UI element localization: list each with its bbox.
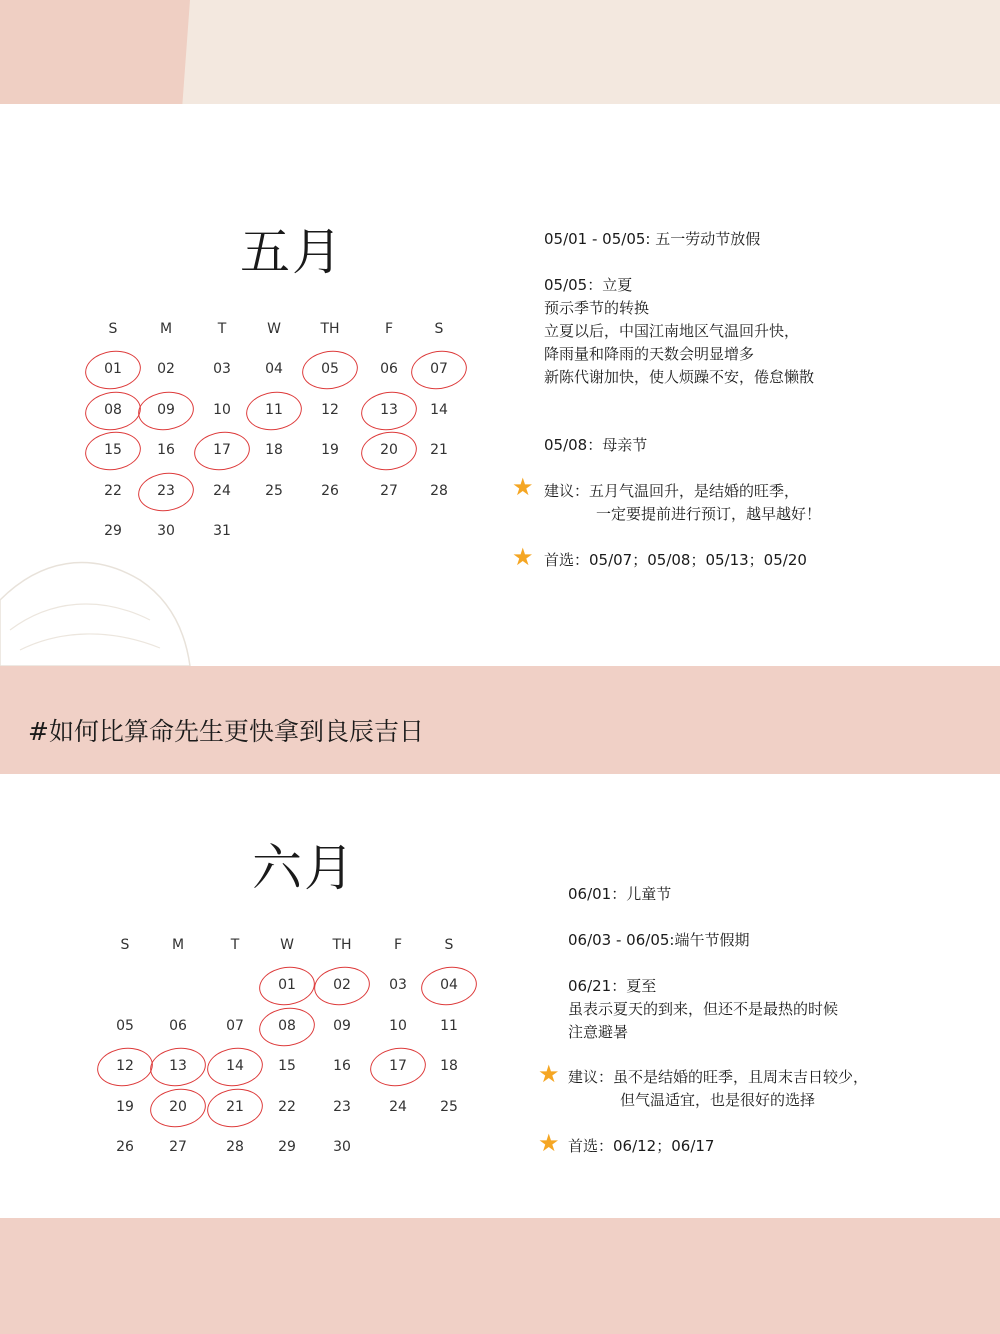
top-band: [0, 0, 1000, 104]
calendar-day: 31: [213, 523, 231, 539]
calendar-day: 12: [116, 1058, 134, 1074]
star-icon: ★: [512, 473, 534, 501]
calendar-day: 23: [157, 482, 175, 499]
may-advice-line1: 建议：五月气温回升，是结婚的旺季，: [544, 482, 800, 500]
calendar-day: 18: [440, 1058, 458, 1074]
calendar-day: 22: [278, 1098, 296, 1115]
calendar-day: 06: [169, 1017, 187, 1034]
calendar-day: 21: [226, 1098, 244, 1115]
calendar-day: 17: [389, 1058, 407, 1074]
calendar-day: 30: [157, 523, 175, 539]
calendar-day: 25: [265, 482, 283, 499]
may-advice: [544, 480, 821, 526]
june-holiday: [568, 929, 749, 952]
calendar-day: 15: [104, 442, 122, 458]
may-festival-text: 05/08：母亲节: [544, 436, 648, 454]
weekday-header: TH: [320, 321, 340, 337]
calendar-day: 10: [389, 1017, 407, 1034]
calendar-day: 01: [104, 361, 122, 377]
weekday-header: W: [267, 321, 281, 337]
calendar-day: 24: [213, 482, 231, 499]
weekday-header: S: [108, 321, 118, 337]
june-preferred-text: 首选：06/12；06/17: [568, 1137, 715, 1155]
weekday-header: F: [393, 937, 403, 953]
weekday-header: T: [217, 321, 227, 337]
calendar-day: 04: [265, 361, 283, 377]
hashtag-title: #如何比算命先生更快拿到良辰吉日: [28, 717, 424, 746]
calendar-day: 12: [321, 401, 339, 418]
june-solar-term: [568, 975, 838, 1044]
top-band-accent: [0, 0, 190, 104]
calendar-day: 24: [389, 1098, 407, 1115]
calendar-day: 20: [380, 442, 398, 458]
calendar-day: 29: [278, 1139, 296, 1155]
june-solar-term-title: 06/21：夏至: [568, 977, 657, 995]
calendar-day: 10: [213, 401, 231, 418]
calendar-day: 18: [265, 442, 283, 458]
calendar-day: 06: [380, 361, 398, 377]
calendar-day: 21: [430, 442, 448, 458]
may-solar-term-line: 降雨量和降雨的天数会明显增多: [544, 345, 755, 363]
calendar-day: 11: [440, 1017, 458, 1034]
may-advice-line2: 一定要提前进行预订，越早越好！: [596, 505, 822, 523]
calendar-day: 14: [226, 1058, 244, 1074]
weekday-header: W: [280, 937, 294, 953]
june-festival: [568, 883, 671, 906]
calendar-day: 15: [278, 1058, 296, 1074]
calendar-day: 26: [321, 482, 339, 499]
may-holiday: 05/01 - 05/05: 五一劳动节放假: [544, 230, 761, 248]
star-icon: ★: [512, 543, 534, 571]
may-title: 五月: [240, 223, 344, 281]
calendar-day: 03: [389, 977, 407, 993]
june-holiday-text: 06/03 - 06/05:端午节假期: [568, 931, 750, 949]
calendar-day: 27: [169, 1139, 187, 1155]
weekday-header: S: [120, 937, 130, 953]
calendar-day: 29: [104, 523, 122, 539]
calendar-day: 16: [157, 442, 175, 458]
calendar-day: 08: [278, 1017, 296, 1034]
calendar-day: 05: [116, 1017, 134, 1034]
calendar-day: 19: [116, 1098, 134, 1115]
calendar-day: 27: [380, 482, 398, 499]
calendar-day: 13: [380, 401, 398, 418]
calendar-day: 05: [321, 361, 339, 377]
calendar-day: 02: [157, 361, 175, 377]
june-title: 六月: [252, 839, 356, 897]
may-preferred: [544, 549, 807, 572]
may-solar-term-line: 立夏以后，中国江南地区气温回升快，: [544, 322, 800, 340]
may-solar-term: [544, 274, 814, 389]
calendar-day: 16: [333, 1058, 351, 1074]
calendar-day: 09: [157, 401, 175, 418]
calendar-day: 11: [265, 401, 283, 418]
june-festival-text: 06/01：儿童节: [568, 885, 672, 903]
june-solar-term-line: 虽表示夏天的到来，但还不是最热的时候: [568, 1000, 839, 1018]
calendar-day: 09: [333, 1017, 351, 1034]
weekday-header: M: [171, 937, 185, 953]
may-info: [544, 228, 760, 251]
calendar-day: 28: [430, 482, 448, 499]
weekday-header: S: [434, 321, 444, 337]
calendar-day: 02: [333, 977, 351, 993]
weekday-header: T: [230, 937, 240, 953]
weekday-header: M: [159, 321, 173, 337]
star-icon: ★: [538, 1060, 560, 1088]
calendar-day: 01: [278, 977, 296, 993]
calendar-day: 25: [440, 1098, 458, 1115]
calendar-day: 17: [213, 442, 231, 458]
calendar-day: 14: [430, 401, 448, 418]
may-solar-term-title: 05/05：立夏: [544, 276, 633, 294]
bottom-band: [0, 1218, 1000, 1334]
june-preferred: [568, 1135, 714, 1158]
calendar-day: 22: [104, 482, 122, 499]
calendar-day: 28: [226, 1139, 244, 1155]
calendar-day: 19: [321, 442, 339, 458]
may-festival: [544, 434, 647, 457]
calendar-day: 20: [169, 1098, 187, 1115]
may-solar-term-line: 新陈代谢加快，使人烦躁不安，倦怠懒散: [544, 368, 815, 386]
calendar-day: 07: [430, 361, 448, 377]
weekday-header: TH: [332, 937, 352, 953]
june-advice: [568, 1066, 868, 1112]
calendar-day: 03: [213, 361, 231, 377]
june-advice-line1: 建议：虽不是结婚的旺季，且周末吉日较少，: [568, 1068, 869, 1086]
star-icon: ★: [538, 1129, 560, 1157]
weekday-header: F: [384, 321, 394, 337]
calendar-day: 23: [333, 1098, 351, 1115]
calendar-day: 30: [333, 1139, 351, 1155]
may-preferred-text: 首选：05/07；05/08；05/13；05/20: [544, 551, 807, 569]
leaf-decoration: [0, 540, 200, 666]
calendar-day: 08: [104, 401, 122, 418]
june-advice-line2: 但气温适宜，也是很好的选择: [620, 1091, 816, 1109]
calendar-day: 04: [440, 977, 458, 993]
calendar-day: 26: [116, 1139, 134, 1155]
may-solar-term-line: 预示季节的转换: [544, 299, 650, 317]
calendar-day: 13: [169, 1058, 187, 1074]
calendar-day: 07: [226, 1017, 244, 1034]
june-solar-term-line: 注意避暑: [568, 1023, 629, 1041]
weekday-header: S: [444, 937, 454, 953]
